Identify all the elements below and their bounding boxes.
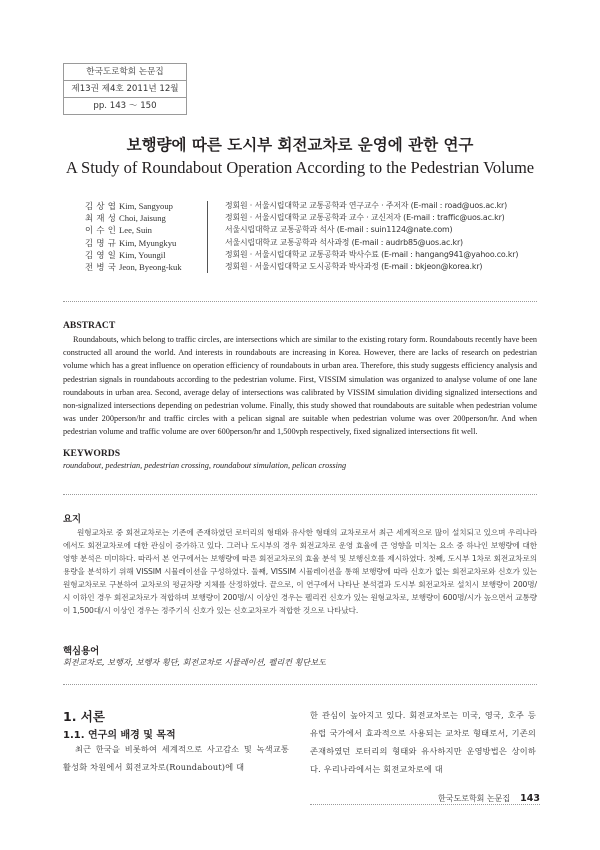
author-name-en: Kim, Youngil — [119, 249, 166, 260]
keywords-ko-body: 회전교차로, 보행자, 보행자 횡단, 회전교차로 시뮬레이션, 펠리컨 횡단보도 — [63, 657, 326, 667]
keywords-heading: KEYWORDS — [63, 448, 121, 459]
author-affiliation: 서울시립대학교 교통공학과 석사 (E-mail : suin1124@nate.com) — [225, 225, 453, 235]
keywords-body: roundabout, pedestrian, pedestrian crossing, roundabout simulation, pelican crossing — [63, 461, 347, 470]
author-row — [85, 237, 545, 249]
author-name-ko: 김 명 규 — [85, 237, 117, 248]
page-range: pp. 143 ～ 150 — [93, 101, 157, 111]
author-name-ko: 김 상 엽 — [85, 201, 117, 211]
abstract-body: Roundabouts, which belong to traffic circles, are intersections which are similar to the existing rotary form. Roundabouts recently have been constructed all around the world. And interests in roundabouts are increasing in Korea. However, there are lacks of research on pedestrian volume which has a great influence on operation efficiency of roundabouts in urban area. Therefore, this study suggests efficiency analysis and pedestrian signals in roundabouts according to the pedestrian volume. First, VISSIM simulation was organized to analyse volume of one lane roundabouts in urban area. Second, average delay of intersections was calibrated by VISSIM simulation dividing signalized intersections and non-signalized intersections depending on pedestrian volume. Finally, this study showed that roundabouts are suitable when pedestrian volume was under 200person/hr and traffic circles with a pelican signal are suitable when pedestrian volume was over 200person/hr. And when pedestrian volume and traffic volume are over 600person/hr and 1,500vph respectively, fixed signalized intersections fit well. — [63, 335, 538, 437]
author-name-en: Kim, Myungkyu — [119, 237, 177, 248]
author-name-en: Lee, Suin — [119, 225, 152, 236]
footer-rule — [310, 804, 540, 805]
author-row — [85, 249, 545, 261]
title-korean: 보행량에 따른 도시부 회전교차로 운영에 관한 연구 — [126, 136, 474, 154]
author-row — [85, 200, 545, 212]
author-name-en: Jeon, Byeong-kuk — [119, 261, 182, 272]
subsection-title: 1.1. 연구의 배경 및 목적 — [63, 730, 176, 741]
author-name-ko: 이 수 인 — [85, 225, 117, 236]
divider — [63, 684, 537, 685]
divider — [63, 494, 537, 495]
author-affiliation: 정회원 · 서울시립대학교 교통공학과 교수 · 교신저자 (E-mail : traffic@uos.ac.kr) — [225, 213, 505, 223]
author-affiliation: 정회원 · 서울시립대학교 교통공학과 연구교수 · 주저자 (E-mail : road@uos.ac.kr) — [225, 201, 508, 210]
author-name-en: Choi, Jaisung — [119, 213, 166, 224]
author-row — [85, 261, 545, 273]
keywords-ko-heading: 핵심용어 — [63, 646, 100, 657]
author-row — [85, 212, 545, 224]
author-name-en: Kim, Sangyoup — [119, 201, 173, 211]
footer-journal: 한국도로학회 논문집 — [438, 794, 511, 803]
author-affiliation: 정회원 · 서울시립대학교 도시공학과 박사과정 (E-mail : bkjeon@korea.kr) — [225, 261, 483, 271]
author-name-ko: 최 재 성 — [85, 213, 117, 224]
body-text-right: 한 관심이 높아지고 있다. 회전교차로는 미국, 영국, 호주 등 유럽 국가에서 효과적으로 사용되는 교차로 형태로서, 기존의 존재하였던 로터리의 형태와 유사하지만 운영방법은 상이하다. 우리나라에서는 회전교차로에 대 — [310, 710, 536, 774]
author-row — [85, 224, 545, 236]
section-title: 1. 서론 — [63, 709, 105, 724]
divider — [63, 301, 537, 302]
author-list — [85, 200, 545, 273]
author-affiliation: 정회원 · 서울시립대학교 교통공학과 박사수료 (E-mail : hangang941@yahoo.co.kr) — [225, 249, 519, 259]
abstract-heading: ABSTRACT — [63, 320, 116, 331]
author-affiliation: 서울시립대학교 교통공학과 석사과정 (E-mail : audrb85@uos.ac.kr) — [225, 237, 463, 247]
summary-body: 원형교차로 중 회전교차로는 기존에 존재하였던 로터리의 형태와 유사한 형태의 교차로로서 최근 세계적으로 많이 설치되고 있으며 우리나라에서도 회전교차로에 대한 관심이 증가하고 있다. 그러나 도시부의 경우 회전교차로 운영 효율에 큰 영향을 미치는 요소 중 하나인 보행량에 대한 영향 분석은 미미하다. 따라서 본 연구에서는 보행량에 따른 회전교차로의 효율 분석 및 보행신호를 제시하였다. 첫째, 도시부 1차로 회전교차로의 용량을 분석하기 위해 VISSIM 시뮬레이션을 구성하였다. 둘째, VISSIM 시뮬레이션을 통해 보행량에 따라 신호가 없는 회전교차로와 신호가 있는 원형교차로로 구분하여 교차로의 평균차량 지체를 산정하였다. 끝으로, 이 연구에서 나타난 분석결과 도시부 회전교차로 설치시 보행량이 200명/시 이하인 경우 회전교차로가 적합하며 보행량이 200명/시 이상인 경우는 펠리컨 신호가 있는 원형교차로, 보행량이 600명/시가 높으면서 교통량이 1,500대/시 이상인 경우는 정주기식 신호가 있는 신호교차로가 적합한 것으로 나타났다. — [63, 528, 537, 615]
page-number: 143 — [520, 793, 540, 804]
title-english: A Study of Roundabout Operation According to the Pedestrian Volume — [65, 158, 535, 177]
author-name-ko: 김 영 일 — [85, 249, 117, 260]
journal-info-box — [63, 63, 187, 115]
volume-issue: 제13권 제4호 2011년 12월 — [64, 81, 186, 98]
author-name-ko: 전 병 국 — [85, 261, 117, 272]
body-text-left: 최근 한국을 비롯하여 세계적으로 사고감소 및 녹색교통 활성화 차원에서 회전교차로(Roundabout)에 대 — [63, 744, 289, 772]
summary-heading: 요지 — [63, 514, 82, 525]
journal-name: 한국도로학회 논문집 — [64, 64, 186, 81]
